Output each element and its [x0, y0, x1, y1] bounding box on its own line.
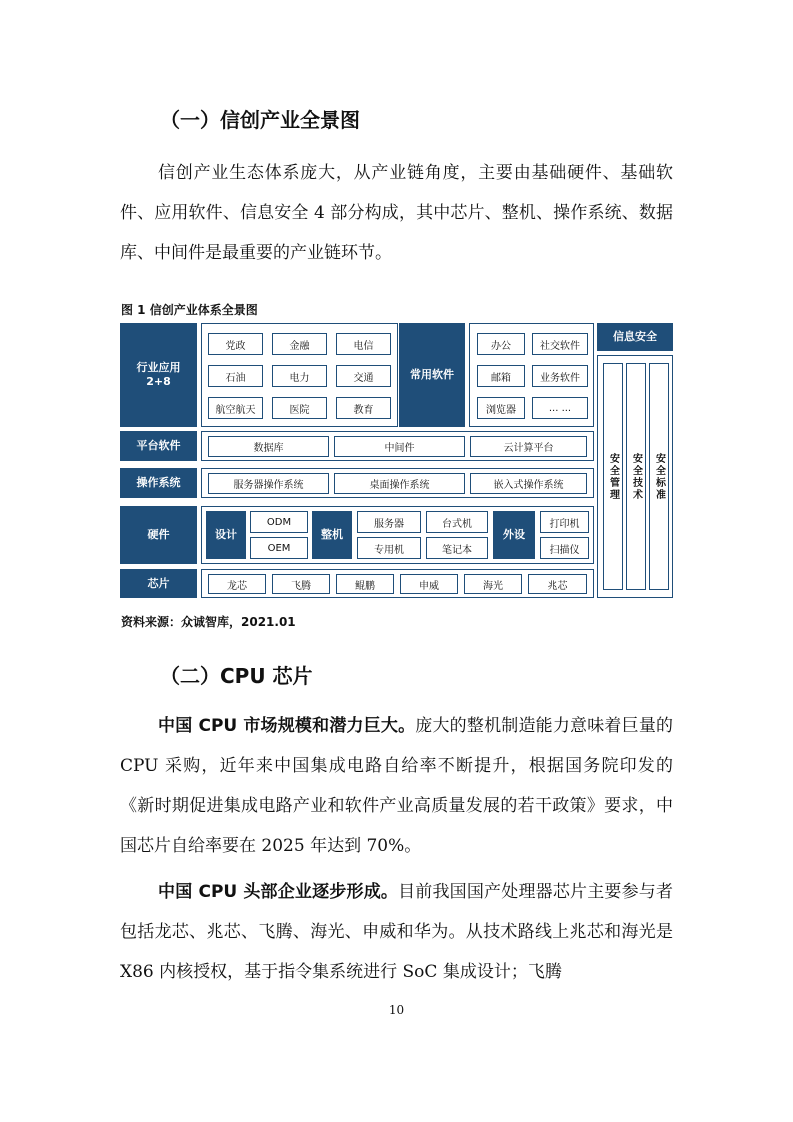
chip-panel — [201, 569, 594, 598]
row-label-industry-app: 行业应用 2+8 — [120, 323, 197, 427]
peripheral-cell: 打印机 — [540, 511, 589, 533]
intro-paragraph — [120, 153, 673, 273]
cpu-paragraph-1-body: 庞大的整机制造能力意味着巨量的 CPU 采购，近年来中国集成电路自给率不断提升，根据国务院印发的《新时期促进集成电路产业和软件产业高质量发展的若干政策》要求，中国芯片自给率要在 2025 年达到 70%。 — [120, 716, 674, 856]
chip-cell: 飞腾 — [272, 574, 330, 594]
chip-cell: 鲲鹏 — [336, 574, 394, 594]
security-cell: 安全管理 — [603, 363, 623, 590]
cpu-paragraph-1 — [120, 706, 673, 866]
platform-cell: 中间件 — [334, 436, 465, 457]
sector-cell: 电信 — [336, 333, 391, 355]
design-cell: ODM — [250, 511, 308, 533]
row-label-platform: 平台软件 — [120, 431, 197, 461]
cpu-paragraph-2-lead: 中国 CPU 头部企业逐步形成。 — [158, 882, 399, 902]
machine-cell: 笔记本 — [426, 537, 488, 559]
sector-cell: 党政 — [208, 333, 263, 355]
chip-cell: 海光 — [464, 574, 522, 594]
security-cell: 安全技术 — [626, 363, 646, 590]
industry-sectors-panel — [201, 323, 398, 427]
sector-cell: 金融 — [272, 333, 327, 355]
software-cell: ... ... — [532, 397, 588, 419]
machine-label: 整机 — [312, 511, 352, 559]
chip-cell: 龙芯 — [208, 574, 266, 594]
os-panel — [201, 468, 594, 498]
software-cell: 邮箱 — [477, 365, 525, 387]
software-cell: 浏览器 — [477, 397, 525, 419]
design-label: 设计 — [206, 511, 246, 559]
sector-cell: 电力 — [272, 365, 327, 387]
platform-cell: 云计算平台 — [470, 436, 587, 457]
os-cell: 服务器操作系统 — [208, 473, 329, 494]
page-number: 10 — [388, 1003, 405, 1017]
os-cell: 嵌入式操作系统 — [470, 473, 587, 494]
cpu-paragraph-1-lead: 中国 CPU 市场规模和潜力巨大。 — [158, 716, 416, 736]
design-cell: OEM — [250, 537, 308, 559]
figure-caption: 图 1 信创产业体系全景图 — [121, 303, 258, 317]
software-cell: 业务软件 — [532, 365, 588, 387]
row-label-hardware: 硬件 — [120, 506, 197, 564]
platform-panel — [201, 431, 594, 461]
sector-cell: 交通 — [336, 365, 391, 387]
figure-source: 资料来源：众诚智库，2021.01 — [121, 615, 296, 629]
chip-cell: 申威 — [400, 574, 458, 594]
software-cell: 办公 — [477, 333, 525, 355]
peripheral-cell: 扫描仪 — [540, 537, 589, 559]
common-software-panel — [469, 323, 594, 427]
cpu-paragraph-2 — [120, 872, 673, 992]
section-title-2: （二）CPU 芯片 — [160, 664, 313, 688]
cpu-paragraph-2-body: 目前我国国产处理器芯片主要参与者包括龙芯、兆芯、飞腾、海光、申威和华为。从技术路线上兆芯和海光是 X86 内核授权，基于指令集系统进行 SoC 集成设计；飞腾 — [120, 882, 673, 982]
industry-panorama-figure — [120, 323, 673, 603]
hardware-panel — [201, 506, 594, 564]
machine-cell: 服务器 — [357, 511, 421, 533]
security-cell: 安全标准 — [649, 363, 669, 590]
sector-cell: 医院 — [272, 397, 327, 419]
machine-cell: 专用机 — [357, 537, 421, 559]
platform-cell: 数据库 — [208, 436, 329, 457]
row-label-chip: 芯片 — [120, 569, 197, 598]
row-label-os: 操作系统 — [120, 468, 197, 498]
machine-cell: 台式机 — [426, 511, 488, 533]
os-cell: 桌面操作系统 — [334, 473, 465, 494]
security-label: 信息安全 — [597, 323, 673, 351]
section-title-1: （一）信创产业全景图 — [160, 108, 360, 132]
security-panel — [597, 355, 673, 598]
intro-paragraph-text: 信创产业生态体系庞大，从产业链角度，主要由基础硬件、基础软件、应用软件、信息安全 4 部分构成，其中芯片、整机、操作系统、数据库、中间件是最重要的产业链环节。 — [120, 163, 673, 263]
sector-cell: 教育 — [336, 397, 391, 419]
chip-cell: 兆芯 — [528, 574, 587, 594]
common-software-label: 常用软件 — [399, 323, 465, 427]
peripheral-label: 外设 — [493, 511, 535, 559]
sector-cell: 石油 — [208, 365, 263, 387]
sector-cell: 航空航天 — [208, 397, 263, 419]
software-cell: 社交软件 — [532, 333, 588, 355]
